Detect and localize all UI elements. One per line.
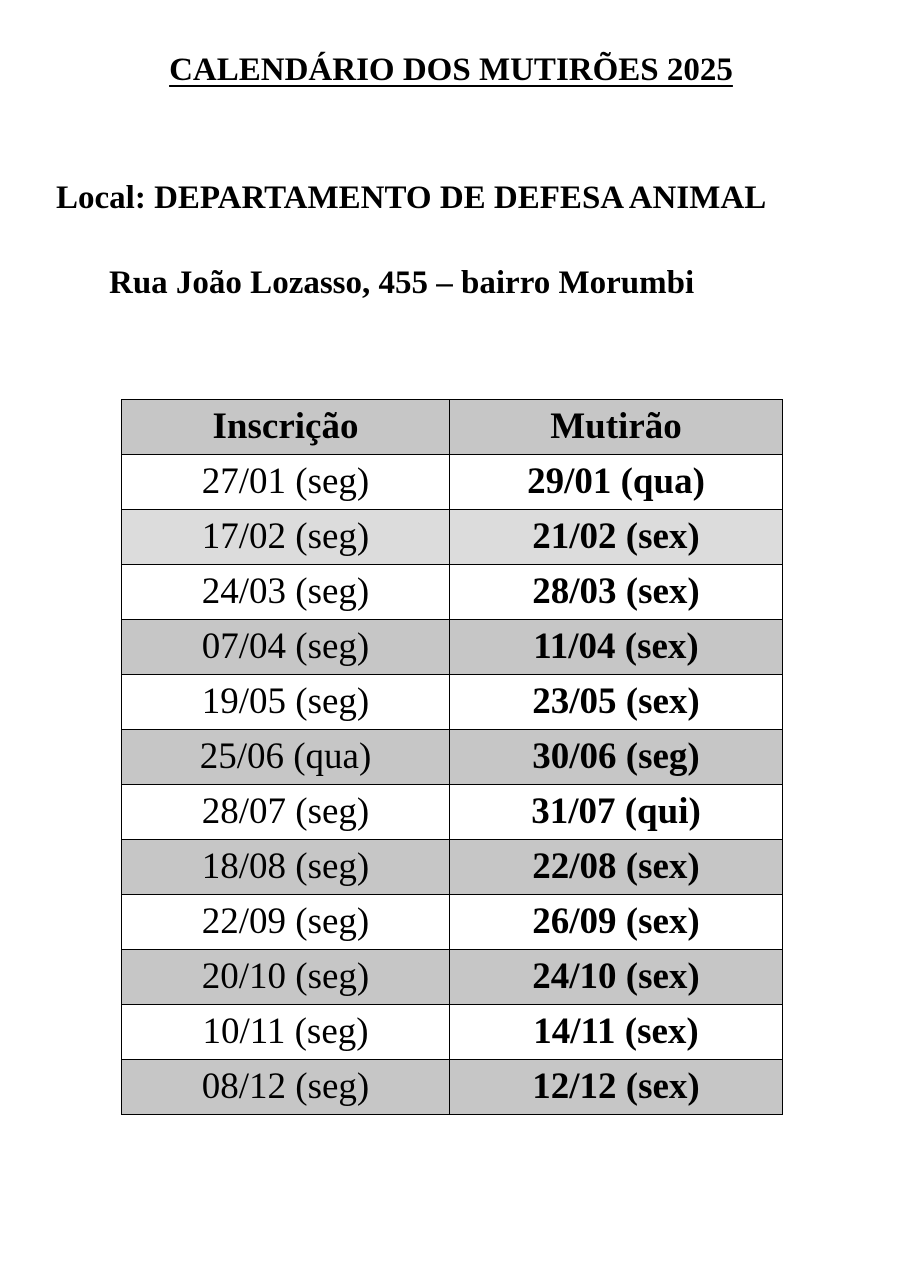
inscricao-cell: 25/06 (qua) — [122, 730, 450, 785]
table-row — [122, 785, 783, 840]
inscricao-cell: 27/01 (seg) — [122, 455, 450, 510]
inscricao-cell: 18/08 (seg) — [122, 840, 450, 895]
header-row — [122, 400, 783, 455]
table-row — [122, 620, 783, 675]
header-inscricao: Inscrição — [122, 400, 450, 455]
inscricao-cell: 17/02 (seg) — [122, 510, 450, 565]
inscricao-cell: 28/07 (seg) — [122, 785, 450, 840]
table-row — [122, 895, 783, 950]
table-row — [122, 730, 783, 785]
mutirao-cell: 28/03 (sex) — [450, 565, 783, 620]
mutirao-cell: 11/04 (sex) — [450, 620, 783, 675]
location-line: Local: DEPARTAMENTO DE DEFESA ANIMAL — [56, 180, 767, 216]
table-row — [122, 1005, 783, 1060]
mutirao-cell: 22/08 (sex) — [450, 840, 783, 895]
inscricao-cell: 08/12 (seg) — [122, 1060, 450, 1115]
table-row — [122, 455, 783, 510]
table-row — [122, 565, 783, 620]
inscricao-cell: 20/10 (seg) — [122, 950, 450, 1005]
inscricao-cell: 19/05 (seg) — [122, 675, 450, 730]
schedule-table-body — [122, 455, 783, 1115]
inscricao-cell: 22/09 (seg) — [122, 895, 450, 950]
inscricao-cell: 07/04 (seg) — [122, 620, 450, 675]
mutirao-cell: 24/10 (sex) — [450, 950, 783, 1005]
schedule-table — [121, 399, 783, 1115]
table-row — [122, 510, 783, 565]
inscricao-cell: 24/03 (seg) — [122, 565, 450, 620]
mutirao-cell: 31/07 (qui) — [450, 785, 783, 840]
mutirao-cell: 21/02 (sex) — [450, 510, 783, 565]
address-line: Rua João Lozasso, 455 – bairro Morumbi — [109, 265, 695, 301]
mutirao-cell: 29/01 (qua) — [450, 455, 783, 510]
header-mutirao: Mutirão — [450, 400, 783, 455]
inscricao-cell: 10/11 (seg) — [122, 1005, 450, 1060]
mutirao-cell: 26/09 (sex) — [450, 895, 783, 950]
document-title: CALENDÁRIO DOS MUTIRÕES 2025 — [169, 52, 733, 88]
table-row — [122, 675, 783, 730]
mutirao-cell: 23/05 (sex) — [450, 675, 783, 730]
table-row — [122, 950, 783, 1005]
mutirao-cell: 30/06 (seg) — [450, 730, 783, 785]
table-row — [122, 840, 783, 895]
table-row — [122, 1060, 783, 1115]
schedule-table-head — [122, 400, 783, 455]
mutirao-cell: 14/11 (sex) — [450, 1005, 783, 1060]
mutirao-cell: 12/12 (sex) — [450, 1060, 783, 1115]
